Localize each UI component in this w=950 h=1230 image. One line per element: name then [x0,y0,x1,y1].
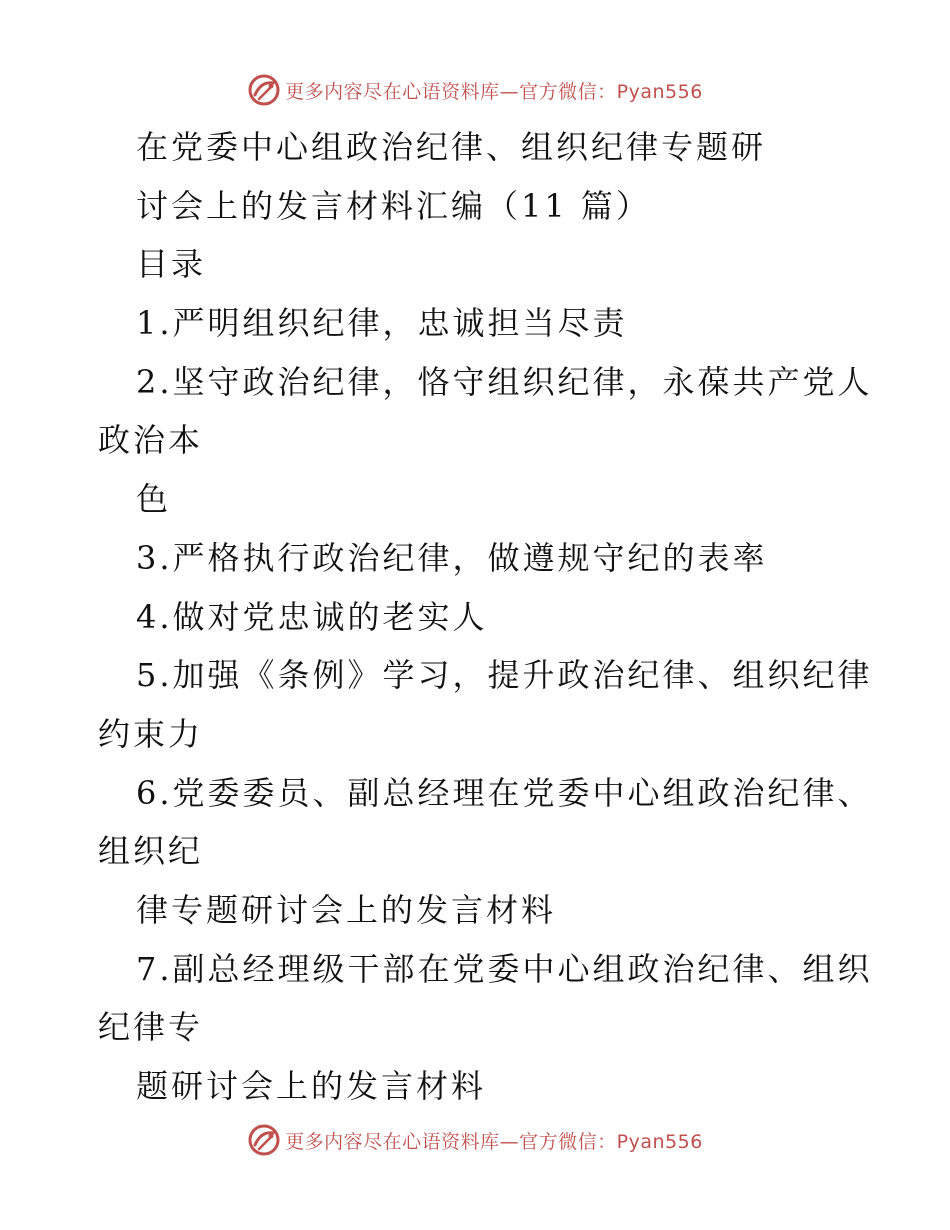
toc-line: 7.副总经理级干部在党委中心组政治纪律、组织 [136,949,873,988]
toc-line: 约束力 [98,714,204,753]
toc-line: 纪律专 [98,1008,204,1047]
toc-line: 政治本 [98,421,204,460]
toc-line: 6.党委委员、副总经理在党委中心组政治纪律、 [136,773,873,812]
document-title-line-1: 在党委中心组政治纪律、组织纪律专题研 [136,128,767,166]
watermark-text [285,1127,703,1154]
toc-heading: 目录 [136,245,207,284]
logo-seal-icon [247,73,281,107]
watermark-site: 更多内容尽在心语资料库 [285,1130,500,1153]
document-body [98,118,873,1116]
logo-seal-icon [247,1123,281,1157]
watermark-separator: — [499,80,520,103]
toc-line: 色 [136,480,172,519]
watermark-official: 官方微信：Pyan556 [519,1130,703,1153]
toc-line: 3.严格执行政治纪律，做遵规守纪的表率 [136,538,768,577]
document-title-line-2: 讨会上的发言材料汇编（11 篇） [136,186,651,225]
watermark-separator: — [499,1130,520,1153]
watermark-official: 官方微信：Pyan556 [519,80,703,103]
toc-line: 律专题研讨会上的发言材料 [136,890,557,929]
watermark-text [285,77,703,104]
header-watermark [0,70,950,110]
toc-list [98,294,873,1116]
toc-line: 1.严明组织纪律，忠诚担当尽责 [136,304,628,343]
toc-line: 题研讨会上的发言材料 [136,1067,487,1105]
footer-watermark [0,1120,950,1160]
toc-line: 组织纪 [98,832,204,871]
watermark-site: 更多内容尽在心语资料库 [285,80,500,103]
toc-line: 5.加强《条例》学习，提升政治纪律、组织纪律 [136,656,873,695]
toc-line: 4.做对党忠诚的老实人 [136,597,488,636]
toc-line: 2.坚守政治纪律，恪守组织纪律，永葆共产党人 [136,362,873,401]
